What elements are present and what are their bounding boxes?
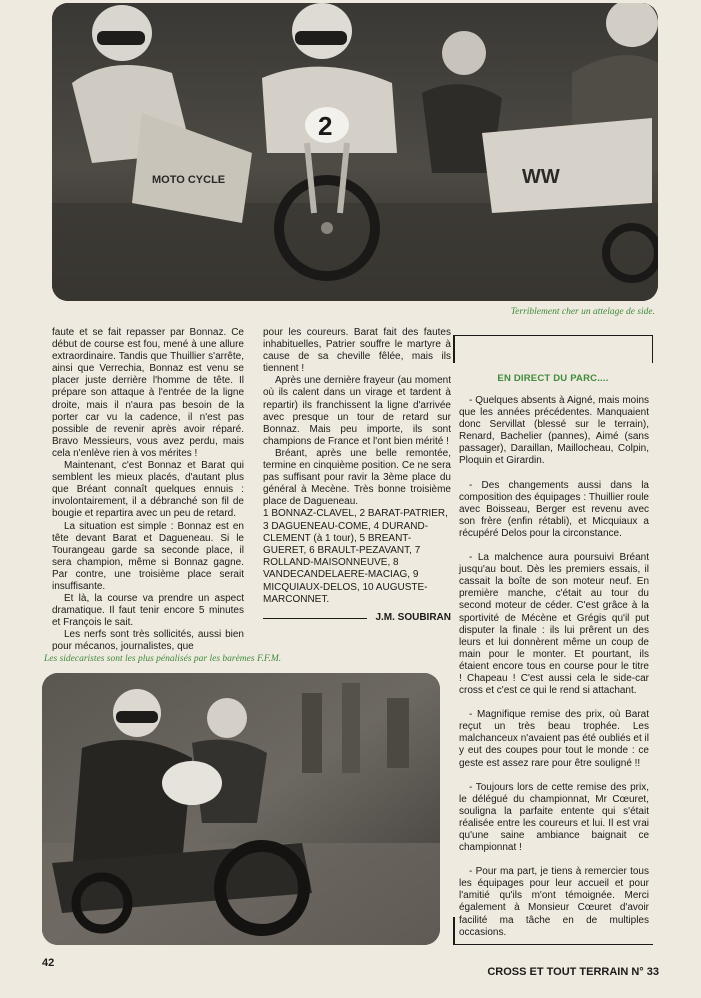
sidebar-text (459, 395, 649, 951)
sidebar-corner-mark (453, 917, 455, 945)
article-paragraph: Maintenant, c'est Bonnaz et Barat qui semblent les mieux placés, d'autant plus que Bréant connaît quelques ennuis : involontairement, il a débranché son fil de bougie et repartira avec un peu de retard. (52, 460, 244, 520)
sidebar-paragraph: - Quelques absents à Aigné, mais moins que les années précédentes. Manquaient donc Servillat (blessé sur le terrain), Renard, Bachelier (pannes), Aimé (sans passager), Daraillan, Maillocheau, Colpin, Ploquin et Girardin. (459, 395, 649, 467)
sidebar-paragraph: - La malchence aura poursuivi Bréant jusqu'au bout. Dès les premiers essais, il cassait la boîte de son moteur neuf. En première manche, c'était au tour du second moteur de céder. C'est grâce à la sportivité de Mécène et Grégis qu'il put disputer la finale : ils lui prêrent un des leurs et lui donnèrent même un coup de main pour le monter. Et pourtant, ils étaient encore tous en course pour le titre ! Chapeau ! C'est aussi cela le side-car cross et c'est ce qui le rend si attachant. (459, 552, 649, 697)
sidebar-title: EN DIRECT DU PARC.... (497, 373, 609, 384)
sidebar-paragraph: - Pour ma part, je tiens à remercier tous les équipages pour leur accueil et pour l'amitié qu'ils m'ont témoignée. Merci également à Monsieur Cœuret d'avoir facilité ma tâche en de multiples occasions. (459, 866, 649, 938)
left-sidecar-badge: MOTO CYCLE (152, 174, 226, 186)
bib-number: 2 (318, 111, 333, 141)
page-number: 42 (42, 957, 55, 969)
right-sidecar-badge: WW (522, 166, 560, 188)
top-photo-caption: Terriblement cher un attelage de side. (510, 307, 655, 317)
race-results: 1 BONNAZ-CLAVEL, 2 BARAT-PATRIER, 3 DAGUENEAU-COME, 4 DURAND-CLEMENT (à 1 tour), 5 BREANT-GUERET, 6 BRAULT-PEZAVANT, 7 ROLLAND-MAISONNEUVE, 8 VANDECANDELAERE-MACIAG, 9 MICQUIAUX-DELOS, 10 AUGUSTE-MARCONNET. (263, 508, 448, 605)
sidebar-paragraph: - Magnifique remise des prix, où Barat reçut un très beau trophée. Les malchanceux n'avaient pas été oubliés et il y eut des coupes pour tout le monde : ce geste est assez rare pour être souligné !! (459, 709, 649, 769)
article-paragraph: faute et se fait repasser par Bonnaz. Ce début de course est fou, mené à une allure extraordinaire. Tandis que Thuillier s'arrête, ainsi que Verrechia, Bonnaz est venu se placer juste derrière l'homme de tête. Il prépare son attaque à l'entrée de la ligne droite, mais il n'aura pas besoin de la porter car vu la cadence, il n'est pas possible de revenir après avoir réparé. Bravo Messieurs, vous avez perdu, mais cela n'enlève rien à vos mérites ! (52, 327, 244, 459)
article-paragraph: La situation est simple : Bonnaz est en tête devant Barat et Dagueneau. Si le Tourangeau garde sa seconde place, il sera champion, même si Bonnaz gagne. Par contre, une troisième place serait insuffisante. (52, 520, 244, 592)
sidebar-paragraph: - Des changements aussi dans la composition des équipages : Thuillier roule avec Boisseau, Berger est revenu avec son frère (enfin rétabli), et Micquiaux a récupéré Delos pour la circonstance. (459, 479, 649, 539)
article-column-1 (52, 327, 244, 654)
sidebar-top-rule (453, 335, 653, 336)
sidebar-corner-mark (652, 335, 654, 363)
sidebar-box (453, 335, 653, 945)
sidebar-corner-mark (453, 335, 455, 363)
article-paragraph: pour les coureurs. Barat fait des fautes inhabituelles, Patrier souffre le martyre à cause de sa cheville fêlée, mais ils tiennent ! (263, 327, 451, 375)
article-column-2 (263, 327, 451, 624)
bottom-photo-caption: Les sidecaristes sont les plus pénalisés par les barèmes F.F.M. (44, 654, 282, 664)
article-paragraph: Après une dernière frayeur (au moment où ils calent dans un virage et tardent à repartir) ils franchissent la ligne d'arrivée avec presque un tour de retard sur Bonnaz. Mais peu importe, ils sont champions de France et l'ont bien mérité ! (263, 375, 451, 447)
top-photo (52, 3, 658, 301)
article-paragraph: Les nerfs sont très sollicités, aussi bien pour mécanos, journalistes, que (52, 629, 244, 653)
article-paragraph: Et là, la course va prendre un aspect dramatique. Il faut tenir encore 5 minutes et François le sait. (52, 593, 244, 629)
author-signature: J.M. SOUBIRAN (375, 612, 451, 624)
signature-line (263, 618, 367, 619)
signature-row (263, 612, 451, 624)
magazine-title-footer: CROSS ET TOUT TERRAIN N° 33 (487, 966, 659, 978)
sidebar-paragraph: - Toujours lors de cette remise des prix, le délégué du championnat, Mr Cœuret, souligna la parfaite entente qui s'était réalisée entre les coureurs et lui. Il est vrai qu'une saine ambiance baignait ce championnat ! (459, 781, 649, 854)
sidebar-bottom-rule (453, 944, 653, 945)
bottom-photo (42, 673, 440, 945)
article-paragraph: Bréant, après une belle remontée, termine en cinquième position. Ce ne sera pas suffisant pour ravir la 3ème place du général à Mecène. Très bonne troisième place de Dagueneau. (263, 447, 451, 508)
